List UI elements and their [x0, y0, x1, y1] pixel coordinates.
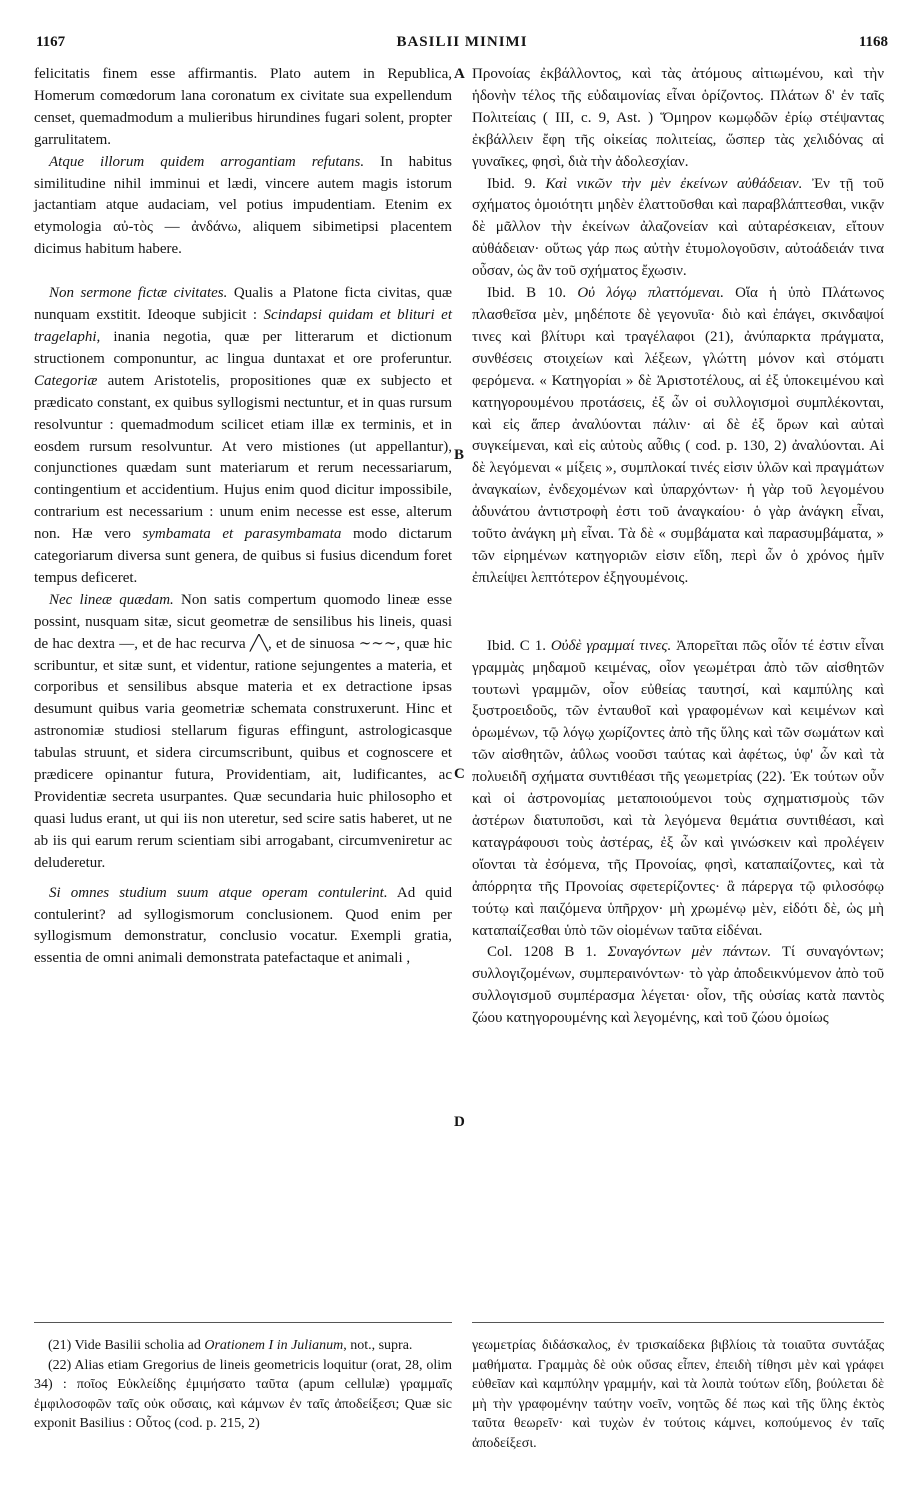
page-number-right: 1168 [858, 34, 888, 50]
latin-paragraph-1: felicitatis finem esse affirmantis. Plato autem in Republica, Homerum comœdorum lana coronatum ex civitate sua expellendum censet, quemadmodum a mulieribus hirundines fugari solent, propter garrulitatem. [34, 66, 452, 148]
footnotes-left [34, 1336, 452, 1434]
lemma: Non sermone fictæ civitates. [49, 285, 228, 302]
page-number-left: 1167 [36, 34, 66, 50]
greek-column [472, 64, 884, 1030]
footnote-21: (21) Vide Basilii scholia ad Orationem I in Julianum, not., supra. [48, 1338, 413, 1353]
footnote-rule-right [472, 1322, 884, 1323]
lemma: Atque illorum quidem arrogantiam refutans. [49, 153, 365, 170]
latin-paragraph-3: Non sermone fictæ civitates. Qualis a Platone ficta civitas, quæ nunquam exstitit. Ideoque subjicit : Scindapsi quidam et blituri et tragelaphi, inania negotia, quæ per litterarum et dictionum structionem componuntur, ac lingua duntaxat et ore proferuntur. Categoriæ autem Aristotelis, propositiones quæ ex subjecto et prædicato constant, ex quibus syllogismi nectuntur, et in quas rursum resolvuntur : quemadmodum scilicet etiam illæ ex terminis, et in eosdem rursum resolvuntur. At vero mistiones (ut appellantur), conjunctiones quædam sunt materiarum et rerum necessariarum, contingentium et accidentium. Hujus enim quod dicitur impossibile, contrarium est necessarium : unum enim necesse est esse, alterum non. Hæ vero symbamata et parasymbamata modo dictarum categoriarum diversa sunt genera, de quibus si fusius dicendum foret tempus deficeret. [34, 285, 452, 586]
latin-paragraph-4: Nec lineæ quædam. Non satis compertum quomodo lineæ esse possint, nusquam sitæ, sicut geometræ de sensilibus his lineis, quasi de hac dextra —, et de hac recurva ╱╲, et de sinuosa ∼∼∼, quæ hic scribuntur, et sitæ sunt, et videntur, ratione sejungentes a materia, et corporibus et sensilibus absque materia et ex detractione ipsas desumunt quibus varia geometriæ schemata construxerunt. Hinc et astronomiæ studiosi stellarum figuras effingunt, astrologicasque tabulas struunt, et sidera circumscribunt, quibus et cognoscere et prædicere opinantur futura, Providentiam, ait, ludificantes, ac Providentiæ secreta usurpantes. Quæ secundaria huic philosopho et quasi ludus erant, ut qui iis non uteretur, sed scire satis haberet, ut ne ab iis qui earum rerum scientiam sibi arrogabant, circumveniretur ac deluderetur. [34, 591, 452, 871]
latin-paragraph-5: Si omnes studium suum atque operam contulerint. Ad quid contulerint? ad syllogismorum conclusionem. Quod enim per syllogismum demonstratur, conclusio vocatur. Exempli gratia, essentia de omni animali demonstrata patefactaque et animali , [34, 884, 452, 967]
lemma: Οὐδὲ γραμμαί τινες. [550, 637, 672, 654]
greek-paragraph-5: Col. 1208 B 1. Συναγόντων μὲν πάντων. Τί συναγόντων; συλλογιζομένων, συμπεραινόντων· τὸ γὰρ ἀποδεικνύμενον ἀπὸ τοῦ συλλογισμοῦ συμπέρασμα λέγεται· οἷον, τῆς οὐσίας κατὰ παντὸς ζώου κατηγορουμένης καὶ λεγομένης, καὶ τοῦ ζώου ὁμοίως [472, 944, 884, 1027]
greek-paragraph-1: Προνοίας ἐκβάλλοντος, καὶ τὰς ἀτόμους αἰτιωμένου, καὶ τὴν ἡδονὴν τέλος τῆς εὐδαιμονίας εἶναι ὁρίζοντος. Πλάτων δ' ἐν ταῖς Πολιτείαις ( III, c. 9, Ast. ) Ὅμηρον κωμῳδῶν ἐρίῳ στέψαντας ἐκβάλλειν ἔφη τῆς οἰκείας πολιτείας, ὥσπερ τὰς χελιδόνας αἱ γυναῖκες, φησὶ, διὰ τὴν ἀδολεσχίαν. [472, 66, 884, 170]
running-title: BASILII MINIMI [396, 34, 528, 50]
lemma: Καὶ νικῶν τὴν μὲν ἐκείνων αὐθάδειαν. [545, 175, 803, 192]
lemma: Nec lineæ quædam. [49, 591, 174, 608]
lemma: Συναγόντων μὲν πάντων. [607, 944, 772, 961]
margin-marker-b: B [454, 447, 465, 463]
latin-column [34, 64, 452, 970]
lemma: Οὐ λόγῳ πλαττόμεναι. [577, 285, 724, 302]
lemma: Si omnes studium suum atque operam contulerint. [49, 884, 388, 901]
margin-marker-a: A [454, 66, 465, 82]
greek-paragraph-2: Ibid. 9. Καὶ νικῶν τὴν μὲν ἐκείνων αὐθάδειαν. Ἐν τῇ τοῦ σχήματος ὁμοιότητι μηδὲν ἐλαττοῦσθαι καὶ παραβλάπτεσθαι, νικᾷν δὲ μᾶλλον τὴν ἐκείνων ἀλαζονείαν καὶ αὐταρέσκειαν, εἴτουν αὐθάδειαν· οὕτως γάρ πως αὐτὴν ἐτυμολογοῦσιν, αὐτοάδειάν τινα οὖσαν, ὡς ἂν τοῦ σχήματος ἔχωσιν. [472, 175, 884, 280]
footnote-22: (22) Alias etiam Gregorius de lineis geometricis loquitur (orat, 28, olim 34) : ποῖος Εὐκλείδης ἐμιμήσατο ταῦτα (apum cellulæ) γραμμαῖς ἐμφιλοσοφῶν ταῖς οὐκ οὔσαις, καὶ κάμνων ἐν ταῖς ἀποδείξεσι; Quæ sic exponit Basilius : Οὗτος (cod. p. 215, 2) [34, 1357, 452, 1431]
greek-paragraph-4: Ibid. C 1. Οὐδὲ γραμμαί τινες. Ἀπορεῖται πῶς οἷόν τέ ἐστιν εἶναι γραμμὰς μηδαμοῦ κειμένας, οἷον γεωμέτραι ἀπὸ τῶν αἰσθητῶν τουτωνὶ γραμμῶν, οἷον εὐθείας ταυτησί, καὶ καμπύλης καὶ ξυστροειδοῦς, τῶν ἐνταυθοῖ καὶ γραφομένων καὶ κειμένων καὶ ὁρωμένων, τῷ λόγῳ χωρίζοντες ἀπὸ τῆς ὕλης καὶ τῶν σωμάτων καὶ τῶν αἰσθητῶν, ἀΰλως νοοῦσι ταύτας καὶ ἀφέτως, ὑφ' ὧν καὶ τὰ πολυειδῆ σχήματα συντιθέασι τῆς γεωμετρίας (22). Ἐκ τούτων οὖν καὶ οἱ ἀστρονομίας μεταποιούμενοι τοὺς σχηματισμοὺς τῶν ἀστέρων διατυποῦσι, καὶ τὰ λεγόμενα θεμάτια συντιθέασι, καὶ καταγράφουσι τοὺς ἀστέρας, ἐξ ὧν καὶ γινώσκειν καὶ προλέγειν οἴονται τὰ ἐσόμενα, τῆς Προνοίας, φησὶ, καταπαίζοντες, καὶ τὰ ἀπόρρητα τῆς Προνοίας σφετερίζοντες· ἃ πάρεργα τῷ φιλοσόφῳ τούτῳ καὶ παιζόμενα ὑπῆρχον· μὴ χρωμένῳ μὲν, εἰδότι δὲ, ὡς μὴ καταπαίζεσθαι ὑπὸ τῶν οἰομένων ταῦτα εἰδέναι. [472, 637, 885, 939]
footnote-rule-left [34, 1322, 452, 1323]
latin-paragraph-2: Atque illorum quidem arrogantiam refutans. In habitus similitudine nihil imminui et lædi, vincere autem magis istorum jactantiam atque audaciam, vel potius impudentiam. Etenim ex etymologia αὐ-τὸς — ἀνδάνω, aliquem sibimetipsi placentem dicimus habitum habere. [34, 153, 453, 258]
footnote-continuation: γεωμετρίας διδάσκαλος, ἐν τρισκαίδεκα βιβλίοις τὰ τοιαῦτα συντάξας μαθήματα. Γραμμὰς δὲ οὐκ οὔσας εἶπεν, ἐπειδὴ τίθησι μὲν καὶ γράφει εὐθεῖαν καὶ καμπύλην γραμμήν, καὶ τὰ λοιπὰ τούτων εἴδη, βούλεται δὲ μὴ τὴν γραφομένην ταύτην νοεῖν, νοητῶς δέ πως καὶ τῆς ὕλης ἐκτὸς ταῦτα θεωρεῖν· καὶ τυχὼν ἐν τούτοις κάμνει, κοπούμενος ἐν ταῖς ἀποδείξεσι. [472, 1338, 884, 1451]
footnotes-right [472, 1336, 884, 1453]
margin-marker-c: C [454, 766, 465, 782]
greek-paragraph-3: Ibid. B 10. Οὐ λόγῳ πλαττόμεναι. Οἵα ἡ ὑπὸ Πλάτωνος πλασθεῖσα μὲν, μηδέποτε δὲ γεγονυῖα· διὸ καὶ ἐπάγει, σκινδαψοί τινες καὶ βλίτυρι καὶ τραγέλαφοι (21), ἀνύπαρκτα πράγματα, συνθέσεις στοιχείων καὶ λέξεων, γλώττη μόνον καὶ στόματι φερόμενα. « Κατηγορίαι » δὲ Ἀριστοτέλους, αἱ ἐξ ὑποκειμένου καὶ κατηγορουμένου προτάσεις, ἐξ ὧν οἱ συλλογισμοὶ συμπλέκονται, καὶ εἰς ἅπερ ἀναλύονται πάλιν· αἱ δὲ ἐξ ὅρων καὶ αὐταὶ συγκείμεναι, καὶ εἰς αὐτοὺς αὖθις ( cod. p. 130, 2) ἀναλύονται. Αἱ δὲ λεγόμεναι « μίξεις », συμπλοκαί τινές εἰσιν ὑλῶν καὶ πραγμάτων ἀναγκαίων, ἐνδεχομένων καὶ ὑπαρχόντων· ἡ γὰρ τοῦ λεγομένου ἀδυνάτου ἀντιστροφὴ ἐστι τοῦ ἀναγκαίου· ὁ γὰρ ἀνάγκη εἶναι, τοῦτο ἀνάγκη μὴ εἶναι. Τὰ δὲ « συμβάματα καὶ παρασυμβάματα, » τῶν εἰρημένων κατηγοριῶν εἰσιν εἴδη, περὶ ὧν ὁ χρόνος ἡμῖν ἐπιλείψει λεπτότερον ἐξηγουμένοις. [472, 285, 884, 586]
page-header [36, 34, 888, 58]
margin-marker-d: D [454, 1114, 465, 1130]
